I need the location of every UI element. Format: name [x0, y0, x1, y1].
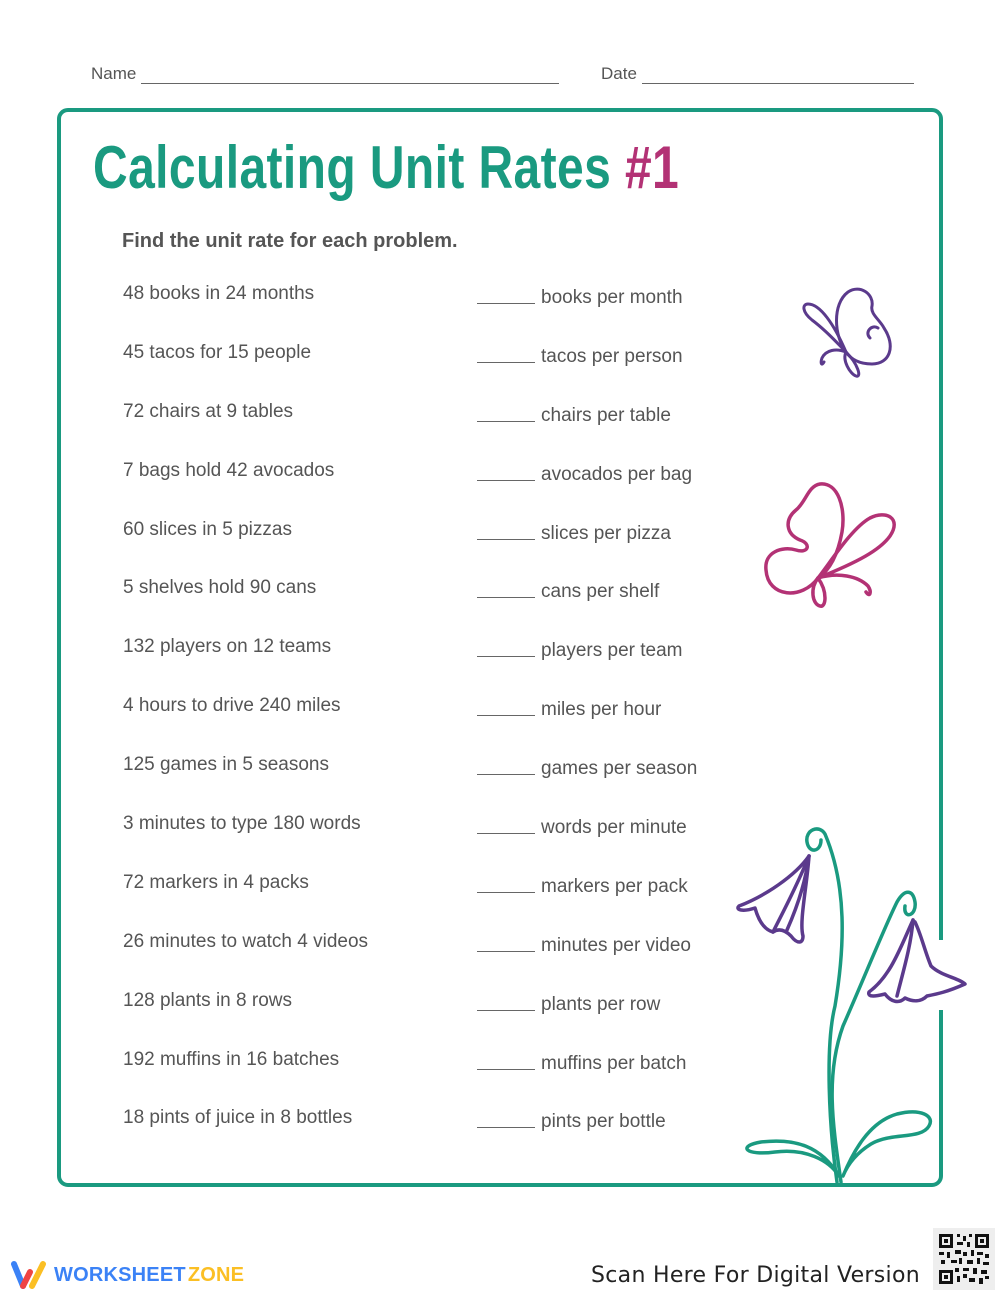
answer-unit: miles per hour [541, 699, 662, 721]
worksheet-zone-logo-icon [10, 1260, 48, 1290]
butterfly-icon [798, 284, 902, 384]
scan-text: Scan Here For Digital Version [591, 1263, 920, 1288]
answer-blank[interactable] [477, 519, 671, 545]
answer-unit: games per season [541, 758, 698, 780]
name-field[interactable] [91, 64, 559, 84]
problem-row [123, 636, 743, 695]
answer-blank[interactable] [477, 813, 687, 839]
answer-blank[interactable] [477, 754, 697, 780]
problem-row [123, 401, 743, 460]
name-line[interactable] [141, 65, 559, 84]
answer-blank[interactable] [477, 342, 683, 368]
answer-unit: chairs per table [541, 404, 671, 426]
answer-line[interactable] [477, 520, 535, 540]
answer-line[interactable] [477, 873, 535, 893]
answer-blank[interactable] [477, 283, 683, 309]
answer-unit: minutes per video [541, 934, 691, 956]
problem-question: 26 minutes to watch 4 videos [123, 930, 369, 952]
problem-row [123, 754, 743, 813]
problem-question: 128 plants in 8 rows [123, 989, 292, 1011]
date-label: Date [601, 64, 637, 83]
date-field[interactable] [601, 64, 914, 84]
problem-question: 60 slices in 5 pizzas [123, 518, 292, 540]
brand-name: WORKSHEET ZONE [54, 1263, 245, 1286]
problem-question: 48 books in 24 months [123, 283, 315, 304]
problem-question: 4 hours to drive 240 miles [123, 695, 341, 717]
answer-line[interactable] [477, 814, 535, 834]
instructions: Find the unit rate for each problem. [122, 230, 458, 252]
answer-blank[interactable] [477, 990, 660, 1016]
problem-question: 72 markers in 4 packs [123, 871, 309, 893]
problem-question: 5 shelves hold 90 cans [123, 577, 317, 599]
problem-row [123, 577, 743, 636]
answer-blank[interactable] [477, 577, 659, 603]
problem-question: 45 tacos for 15 people [123, 341, 312, 363]
answer-unit: tacos per person [541, 345, 683, 367]
answer-unit: plants per row [541, 993, 661, 1015]
problem-row [123, 695, 743, 754]
answer-line[interactable] [477, 343, 535, 363]
answer-line[interactable] [477, 402, 535, 422]
answer-line[interactable] [477, 1108, 535, 1128]
title-number: #1 [624, 134, 680, 201]
problem-question: 132 players on 12 teams [123, 636, 332, 658]
answer-unit: avocados per bag [541, 463, 693, 485]
problem-row [123, 931, 743, 990]
answer-unit: muffins per batch [541, 1052, 687, 1074]
answer-blank[interactable] [477, 872, 688, 898]
problem-list [123, 283, 743, 1166]
answer-blank[interactable] [477, 636, 683, 662]
answer-blank[interactable] [477, 401, 671, 427]
problem-question: 18 pints of juice in 8 bottles [123, 1107, 353, 1129]
worksheet-zone-logo[interactable] [10, 1260, 244, 1290]
problem-question: 72 chairs at 9 tables [123, 400, 294, 422]
answer-blank[interactable] [477, 1107, 666, 1133]
problem-row [123, 1049, 743, 1108]
page-title [93, 133, 679, 202]
bellflower-icon [725, 826, 975, 1186]
problem-question: 125 games in 5 seasons [123, 754, 329, 776]
answer-blank[interactable] [477, 460, 692, 486]
problem-row [123, 460, 743, 519]
answer-line[interactable] [477, 284, 535, 304]
answer-unit: cans per shelf [541, 581, 660, 603]
answer-unit: players per team [541, 640, 683, 662]
date-line[interactable] [642, 65, 914, 84]
answer-line[interactable] [477, 1050, 535, 1070]
answer-blank[interactable] [477, 1049, 686, 1075]
answer-unit: slices per pizza [541, 522, 671, 544]
name-label: Name [91, 64, 137, 83]
problem-row [123, 342, 743, 401]
answer-unit: books per month [541, 287, 683, 308]
problem-question: 192 muffins in 16 batches [123, 1048, 340, 1070]
answer-line[interactable] [477, 461, 535, 481]
answer-line[interactable] [477, 696, 535, 716]
answer-unit: words per minute [541, 817, 687, 839]
problem-row [123, 990, 743, 1049]
problem-row [123, 519, 743, 578]
answer-blank[interactable] [477, 931, 691, 957]
problem-row [123, 1107, 743, 1166]
answer-line[interactable] [477, 578, 535, 598]
answer-line[interactable] [477, 755, 535, 775]
problem-row [123, 872, 743, 931]
answer-line[interactable] [477, 991, 535, 1011]
answer-line[interactable] [477, 932, 535, 952]
answer-line[interactable] [477, 637, 535, 657]
problem-row [123, 283, 743, 342]
problem-question: 3 minutes to type 180 words [123, 813, 361, 835]
title-main: Calculating Unit Rates [93, 134, 612, 201]
answer-blank[interactable] [477, 695, 661, 721]
answer-unit: markers per pack [541, 875, 688, 897]
butterfly-icon [762, 480, 902, 610]
problem-question: 7 bags hold 42 avocados [123, 459, 335, 481]
answer-unit: pints per bottle [541, 1111, 666, 1133]
problem-row [123, 813, 743, 872]
qr-code-icon[interactable] [933, 1228, 995, 1290]
